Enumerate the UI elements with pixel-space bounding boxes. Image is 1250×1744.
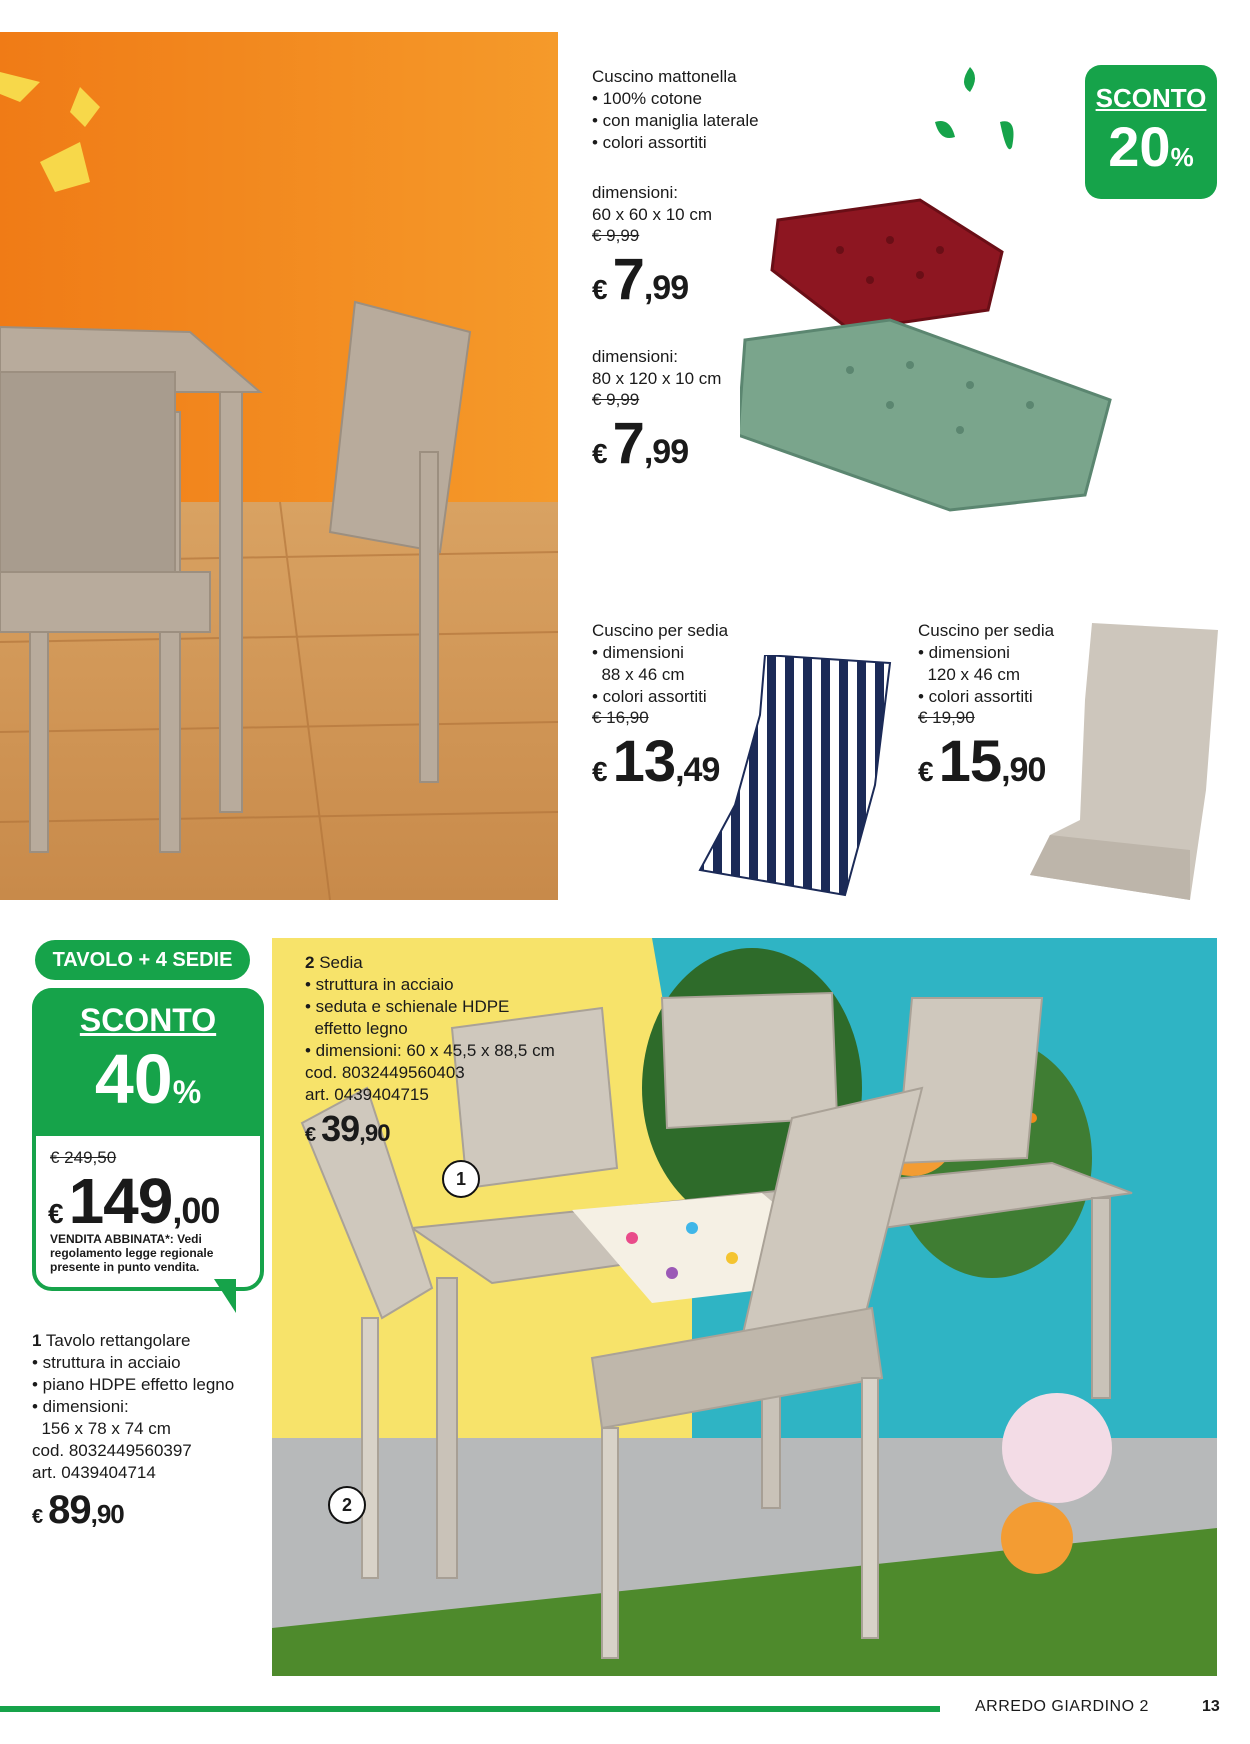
price-dec: ,00 <box>172 1190 220 1231</box>
hero-photo <box>0 32 558 900</box>
item-title: Tavolo rettangolare <box>45 1331 191 1350</box>
marker-1: 1 <box>442 1160 480 1198</box>
beige-cushion-image <box>1020 620 1220 905</box>
item-heading <box>305 952 555 974</box>
item-line: 156 x 78 x 74 cm <box>32 1419 171 1438</box>
cushion-bullet: • 100% cotone <box>592 89 702 108</box>
footer-section: ARREDO GIARDINO 2 <box>975 1698 1149 1715</box>
old-price: € 19,90 <box>918 708 975 727</box>
old-price: € 9,99 <box>592 390 640 409</box>
product-line: 120 x 46 cm <box>918 665 1021 684</box>
cushion-bullet: • colori assortiti <box>592 133 707 152</box>
price-int: 15 <box>938 729 1002 794</box>
set-price <box>48 1164 219 1238</box>
badge-value <box>32 1039 264 1119</box>
price <box>592 246 712 313</box>
item-line: art. 0439404714 <box>32 1463 156 1482</box>
page-number: 13 <box>1202 1698 1220 1715</box>
item-line: • dimensioni: <box>32 1397 129 1416</box>
badge-unit: % <box>172 1074 202 1110</box>
price-dec: ,99 <box>643 433 689 471</box>
price-dec: ,99 <box>643 269 689 307</box>
product-line: 88 x 46 cm <box>592 665 685 684</box>
badge-number: 20 <box>1108 115 1171 178</box>
discount-badge-40 <box>32 988 264 1136</box>
currency: € <box>592 756 607 787</box>
dims-label: dimensioni: <box>592 347 678 366</box>
product-title: Cuscino per sedia <box>918 621 1055 640</box>
item-number: 1 <box>32 1331 42 1350</box>
price-int: 7 <box>612 247 644 312</box>
currency: € <box>592 274 607 305</box>
chair-item <box>305 952 555 1150</box>
badge-unit: % <box>1170 142 1194 172</box>
dims-label: dimensioni: <box>592 183 678 202</box>
item-line: art. 0439404715 <box>305 1085 429 1104</box>
product-title: Cuscino per sedia <box>592 621 729 640</box>
item-line: cod. 8032449560397 <box>32 1441 192 1460</box>
marker-2: 2 <box>328 1486 366 1524</box>
currency: € <box>305 1124 316 1146</box>
item-line: • struttura in acciaio <box>32 1353 181 1372</box>
hearts-icon <box>925 62 1035 172</box>
old-price: € 16,90 <box>592 708 649 727</box>
set-tag: TAVOLO + 4 SEDIE <box>35 940 250 980</box>
old-price: € 9,99 <box>592 226 640 245</box>
badge-label: SCONTO <box>1095 83 1207 113</box>
currency: € <box>918 756 933 787</box>
item-line: cod. 8032449560403 <box>305 1063 465 1082</box>
price <box>32 1488 234 1533</box>
cushion-title: Cuscino mattonella <box>592 67 737 86</box>
dims-value: 60 x 60 x 10 cm <box>592 205 713 224</box>
item-title: Sedia <box>319 953 363 972</box>
dims-value: 80 x 120 x 10 cm <box>592 369 722 388</box>
set-offer-box <box>32 988 264 1291</box>
price-dec: ,49 <box>675 751 720 789</box>
price <box>592 410 721 477</box>
item-line: • seduta e schienale HDPE <box>305 997 510 1016</box>
item-line: • struttura in acciaio <box>305 975 454 994</box>
price-int: 7 <box>612 411 644 476</box>
currency: € <box>32 1506 43 1528</box>
item-line: • dimensioni: 60 x 45,5 x 88,5 cm <box>305 1041 555 1060</box>
variant-1 <box>592 182 712 313</box>
table-item <box>32 1330 234 1533</box>
item-line: • piano HDPE effetto legno <box>32 1375 235 1394</box>
footer-rule <box>0 1706 940 1712</box>
discount-badge-20 <box>1085 65 1217 199</box>
price-int: 89 <box>48 1488 91 1532</box>
box-pointer <box>214 1279 236 1313</box>
cushion-bullets <box>592 88 759 154</box>
badge-number: 40 <box>94 1040 173 1118</box>
cushion-images <box>740 190 1120 520</box>
currency: € <box>48 1198 63 1229</box>
cushion-bullet: • con maniglia laterale <box>592 111 759 130</box>
item-heading <box>32 1330 234 1352</box>
currency: € <box>592 438 607 469</box>
product-line: • dimensioni <box>592 643 684 662</box>
price-int: 149 <box>68 1165 173 1237</box>
price-int: 39 <box>321 1108 360 1149</box>
price-int: 13 <box>612 729 676 794</box>
sale-note: VENDITA ABBINATA*: Vedi regolamento legge regionale presente in punto vendita. <box>50 1232 214 1274</box>
product-line: • colori assortiti <box>592 687 707 706</box>
striped-cushion-image <box>695 655 895 900</box>
product-line: • dimensioni <box>918 643 1010 662</box>
old-price: € 249,50 <box>50 1148 117 1167</box>
price-dec: ,90 <box>359 1120 390 1147</box>
variant-2 <box>592 346 721 477</box>
badge-value <box>1085 114 1217 179</box>
product-line: • colori assortiti <box>918 687 1033 706</box>
price-dec: ,90 <box>90 1499 124 1529</box>
price-dec: ,90 <box>1001 751 1046 789</box>
price <box>305 1108 555 1150</box>
badge-label: SCONTO <box>79 1002 217 1038</box>
item-line: effetto legno <box>305 1019 408 1038</box>
item-number: 2 <box>305 953 315 972</box>
